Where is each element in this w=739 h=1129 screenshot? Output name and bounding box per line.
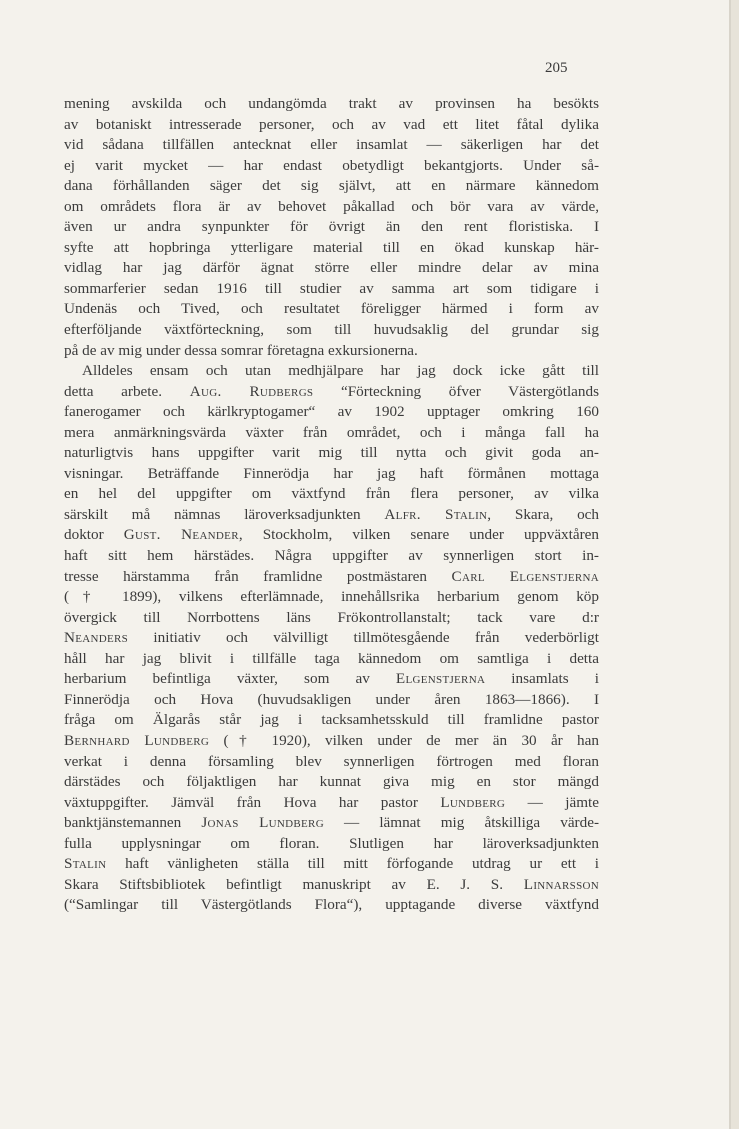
text-segment: — jämte <box>505 793 599 811</box>
text-line <box>64 320 599 341</box>
text-segment: Alldeles ensam och utan medhjälpare har jag dock icke gått till <box>82 362 599 380</box>
person-name: Lundberg <box>440 793 506 811</box>
text-segment: haft sitt hem härstädes. Några uppgifter av synnerligen stort in- <box>64 547 599 565</box>
text-line <box>64 135 599 156</box>
text-line <box>64 710 599 731</box>
text-line <box>64 875 599 896</box>
text-segment: håll har jag blivit i tillfälle taga kännedom om samtliga i detta <box>64 649 599 667</box>
text-segment: insamlats i <box>485 670 599 688</box>
text-line <box>64 197 599 218</box>
text-segment: även ur andra synpunkter för övrigt än den rent floristiska. I <box>64 218 599 236</box>
text-segment: mening avskilda och undangömda trakt av provinsen ha besökts <box>64 95 599 112</box>
text-line <box>64 94 599 115</box>
text-segment: Finnerödja och Hova (huvudsakligen under åren 1863—1866). I <box>64 690 599 708</box>
text-line <box>64 423 599 444</box>
text-line <box>64 299 599 320</box>
text-line <box>64 834 599 855</box>
text-segment: († 1899), vilkens efterlämnade, innehållsrika herbarium genom köp <box>64 588 599 606</box>
text-segment: fanerogamer och kärlkryptogamer“ av 1902 upptager omkring 160 <box>64 403 599 421</box>
text-line <box>64 813 599 834</box>
text-segment: naturligtvis hans uppgifter varit mig till nytta och givit goda an- <box>64 444 599 462</box>
text-line <box>64 156 599 177</box>
text-line <box>64 731 599 752</box>
text-line <box>64 217 599 238</box>
text-line <box>64 238 599 259</box>
text-line <box>64 546 599 567</box>
text-line <box>64 484 599 505</box>
text-segment: en hel del uppgifter om växtfynd från flera personer, av vilka <box>64 485 599 503</box>
text-segment: Undenäs och Tived, och resultatet föreligger härmed i form av <box>64 300 599 318</box>
text-segment: dana förhållanden säger det sig självt, att en närmare kännedom <box>64 177 599 195</box>
text-segment: “Förteckning öfver Västergötlands <box>313 382 600 400</box>
text-segment: visningar. Beträffande Finnerödja har jag haft förmånen mottaga <box>64 464 599 482</box>
person-name: Stalin <box>64 855 107 873</box>
text-segment: om områdets flora är av behovet påkallad och bör vara av värde, <box>64 197 599 215</box>
person-name: Elgenstjerna <box>395 670 486 688</box>
text-segment: vid sådana tillfällen antecknat eller insamlat — säkerligen har det <box>64 136 599 154</box>
text-line <box>64 690 599 711</box>
text-line <box>64 669 599 690</box>
text-line <box>64 587 599 608</box>
text-line <box>64 608 599 629</box>
page-number: 205 <box>545 60 568 76</box>
text-line <box>64 115 599 136</box>
person-name: Gust. Neander <box>123 526 239 544</box>
text-segment: initiativ och välvilligt tillmötesgående från vederbörligt <box>128 629 599 647</box>
text-segment: därstädes och följaktligen har kunnat giva mig en stor mängd <box>64 773 599 791</box>
text-line <box>64 752 599 773</box>
text-segment: vidlag har jag därför ägnat större eller mindre delar av mina <box>64 259 599 277</box>
text-line <box>64 505 599 526</box>
text-segment: på de av mig under dessa somrar företagna exkursionerna. <box>64 341 418 359</box>
person-name: Neanders <box>64 629 129 647</box>
text-segment: (“Samlingar till Västergötlands Flora“), upptagande diverse växtfynd <box>64 896 599 914</box>
text-line <box>64 464 599 485</box>
text-line <box>64 279 599 300</box>
text-line <box>64 402 599 423</box>
text-line <box>64 567 599 588</box>
text-segment: haft vänligheten ställa till mitt förfogande utdrag ur ett i <box>106 855 599 873</box>
person-name: Bernhard Lundberg <box>64 731 210 749</box>
person-name: Alfr. Stalin <box>384 505 488 523</box>
text-line <box>64 341 599 362</box>
text-segment: övergick till Norrbottens läns Frökontrollanstalt; tack vare d:r <box>64 608 599 626</box>
person-name: Jonas Lundberg <box>201 814 324 832</box>
text-line <box>64 628 599 649</box>
text-segment: herbarium befintliga växter, som av <box>64 670 396 688</box>
text-segment: av botaniskt intresserade personer, och av vad ett litet fåtal dylika <box>64 115 599 133</box>
text-segment: banktjänstemannen <box>64 814 202 832</box>
text-segment: fulla upplysningar om floran. Slutligen har läroverksadjunkten <box>64 834 599 852</box>
text-segment: detta arbete. <box>64 382 190 400</box>
text-segment: växtuppgifter. Jämväl från Hova har pastor <box>64 793 441 811</box>
text-segment: , Skara, och <box>487 505 599 523</box>
text-segment: fråga om Älgarås står jag i tacksamhetsskuld till framlidne pastor <box>64 711 599 729</box>
text-line <box>64 793 599 814</box>
text-segment: , Stockholm, vilken senare under uppväxtåren <box>238 526 600 544</box>
text-segment: tresse härstamma från framlidne postmästaren <box>64 567 452 585</box>
person-name: Linnarsson <box>523 875 599 893</box>
text-segment: doktor <box>64 526 124 544</box>
person-name: Aug. Rudbergs <box>189 382 314 400</box>
text-segment: syfte att hopbringa ytterligare material till en ökad kunskap här- <box>64 238 599 256</box>
text-segment: verkat i denna församling blev synnerligen förtrogen med floran <box>64 752 599 770</box>
text-segment: ej varit mycket — har endast obetydligt bekantgjorts. Under så- <box>64 156 599 174</box>
text-line <box>64 361 599 382</box>
page-edge <box>731 0 739 1129</box>
text-line <box>64 649 599 670</box>
text-segment: († 1920), vilken under de mer än 30 år han <box>209 731 599 749</box>
text-line <box>64 443 599 464</box>
body-text <box>64 94 599 916</box>
text-line <box>64 772 599 793</box>
text-segment: Skara Stiftsbibliotek befintligt manuskript av E. J. S. <box>64 875 524 893</box>
text-line <box>64 258 599 279</box>
text-segment: efterföljande växtförteckning, som till huvudsaklig del grundar sig <box>64 321 599 339</box>
text-segment: särskilt må nämnas läroverksadjunkten <box>64 505 385 523</box>
text-line <box>64 525 599 546</box>
text-segment: sommarferier sedan 1916 till studier av samma art som tidigare i <box>64 279 599 297</box>
person-name: Carl Elgenstjerna <box>451 567 599 585</box>
text-segment: mera anmärkningsvärda växter från området, och i många fall ha <box>64 423 599 441</box>
text-line <box>64 176 599 197</box>
text-line <box>64 854 599 875</box>
text-segment: — lämnat mig åtskilliga värde- <box>323 814 600 832</box>
text-line <box>64 895 599 916</box>
text-line <box>64 382 599 403</box>
